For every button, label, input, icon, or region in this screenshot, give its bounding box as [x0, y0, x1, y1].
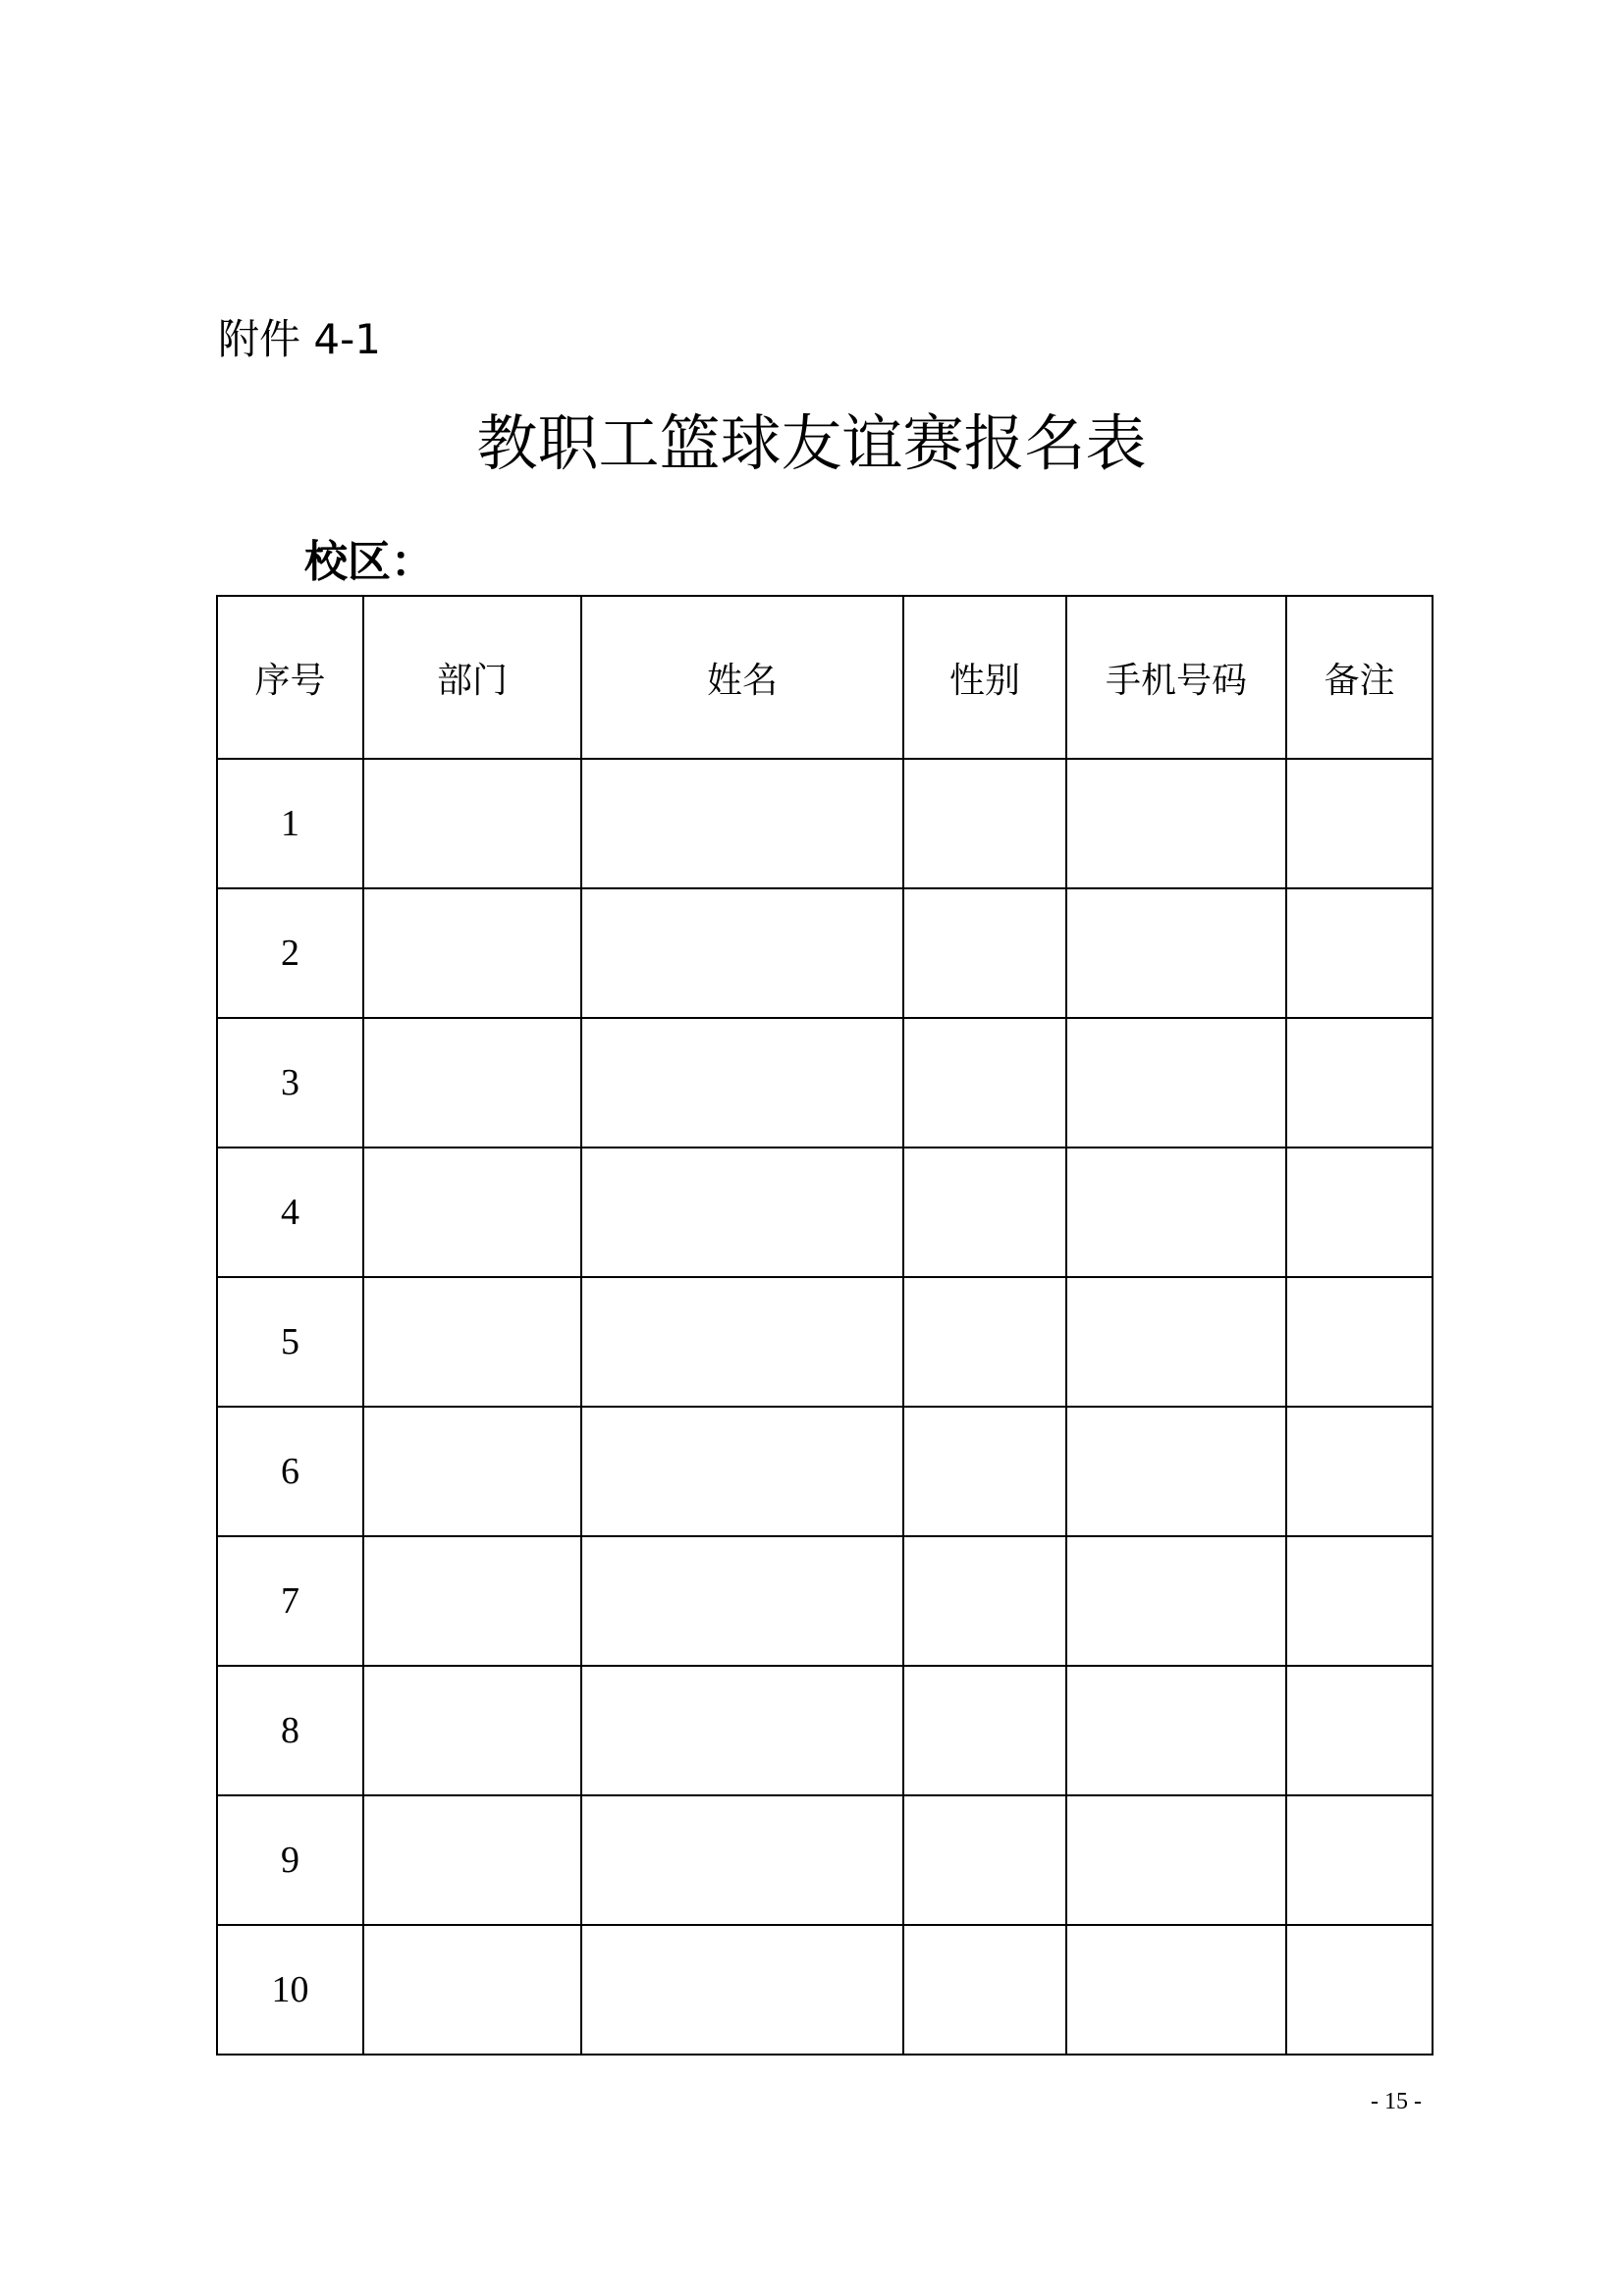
cell-seq: 6: [217, 1407, 363, 1536]
cell-remarks[interactable]: [1286, 1666, 1433, 1795]
cell-name[interactable]: [581, 1277, 903, 1407]
page-title: 教职工篮球友谊赛报名表: [476, 407, 1147, 479]
cell-department[interactable]: [363, 1018, 581, 1148]
table-row: [217, 1407, 1433, 1536]
cell-remarks[interactable]: [1286, 1407, 1433, 1536]
cell-remarks[interactable]: [1286, 1148, 1433, 1277]
cell-seq: 4: [217, 1148, 363, 1277]
cell-name[interactable]: [581, 1536, 903, 1666]
cell-phone[interactable]: [1066, 1536, 1286, 1666]
cell-seq: 9: [217, 1795, 363, 1925]
cell-phone[interactable]: [1066, 1018, 1286, 1148]
registration-table: [216, 595, 1434, 2056]
cell-remarks[interactable]: [1286, 1925, 1433, 2055]
cell-department[interactable]: [363, 1407, 581, 1536]
cell-gender[interactable]: [903, 759, 1066, 888]
cell-phone[interactable]: [1066, 1795, 1286, 1925]
column-header-gender: 性别: [903, 596, 1066, 759]
table-row: [217, 1018, 1433, 1148]
column-header-phone: 手机号码: [1066, 596, 1286, 759]
cell-remarks[interactable]: [1286, 1795, 1433, 1925]
cell-name[interactable]: [581, 759, 903, 888]
cell-gender[interactable]: [903, 1148, 1066, 1277]
cell-name[interactable]: [581, 1407, 903, 1536]
column-header-department: 部门: [363, 596, 581, 759]
table-row: [217, 759, 1433, 888]
cell-phone[interactable]: [1066, 888, 1286, 1018]
cell-remarks[interactable]: [1286, 759, 1433, 888]
cell-phone[interactable]: [1066, 1407, 1286, 1536]
cell-department[interactable]: [363, 888, 581, 1018]
cell-department[interactable]: [363, 759, 581, 888]
cell-department[interactable]: [363, 1536, 581, 1666]
table-row: [217, 1666, 1433, 1795]
cell-department[interactable]: [363, 1795, 581, 1925]
table-row: [217, 1795, 1433, 1925]
table-row: [217, 1536, 1433, 1666]
page-number: - 15 -: [1371, 2089, 1422, 2114]
cell-remarks[interactable]: [1286, 1277, 1433, 1407]
cell-gender[interactable]: [903, 1018, 1066, 1148]
cell-seq: 8: [217, 1666, 363, 1795]
cell-gender[interactable]: [903, 1795, 1066, 1925]
column-header-remarks: 备注: [1286, 596, 1433, 759]
cell-phone[interactable]: [1066, 1277, 1286, 1407]
cell-name[interactable]: [581, 888, 903, 1018]
table-row: [217, 1277, 1433, 1407]
cell-department[interactable]: [363, 1925, 581, 2055]
cell-gender[interactable]: [903, 1407, 1066, 1536]
cell-phone[interactable]: [1066, 759, 1286, 888]
cell-seq: 10: [217, 1925, 363, 2055]
cell-phone[interactable]: [1066, 1925, 1286, 2055]
cell-seq: 1: [217, 759, 363, 888]
table-body: [217, 759, 1433, 2055]
cell-gender[interactable]: [903, 888, 1066, 1018]
column-header-name: 姓名: [581, 596, 903, 759]
cell-phone[interactable]: [1066, 1148, 1286, 1277]
cell-remarks[interactable]: [1286, 1018, 1433, 1148]
cell-department[interactable]: [363, 1666, 581, 1795]
cell-name[interactable]: [581, 1148, 903, 1277]
cell-phone[interactable]: [1066, 1666, 1286, 1795]
cell-gender[interactable]: [903, 1536, 1066, 1666]
cell-name[interactable]: [581, 1795, 903, 1925]
table-row: [217, 888, 1433, 1018]
cell-seq: 7: [217, 1536, 363, 1666]
cell-department[interactable]: [363, 1148, 581, 1277]
campus-label: 校区：: [304, 537, 434, 587]
cell-name[interactable]: [581, 1925, 903, 2055]
cell-gender[interactable]: [903, 1666, 1066, 1795]
table-row: [217, 1925, 1433, 2055]
cell-seq: 3: [217, 1018, 363, 1148]
cell-remarks[interactable]: [1286, 888, 1433, 1018]
cell-name[interactable]: [581, 1666, 903, 1795]
cell-gender[interactable]: [903, 1925, 1066, 2055]
cell-department[interactable]: [363, 1277, 581, 1407]
column-header-seq: 序号: [217, 596, 363, 759]
cell-remarks[interactable]: [1286, 1536, 1433, 1666]
cell-seq: 5: [217, 1277, 363, 1407]
table-row: [217, 1148, 1433, 1277]
table-header-row: [217, 596, 1433, 759]
cell-name[interactable]: [581, 1018, 903, 1148]
attachment-label: 附件 4-1: [218, 315, 381, 363]
cell-seq: 2: [217, 888, 363, 1018]
cell-gender[interactable]: [903, 1277, 1066, 1407]
